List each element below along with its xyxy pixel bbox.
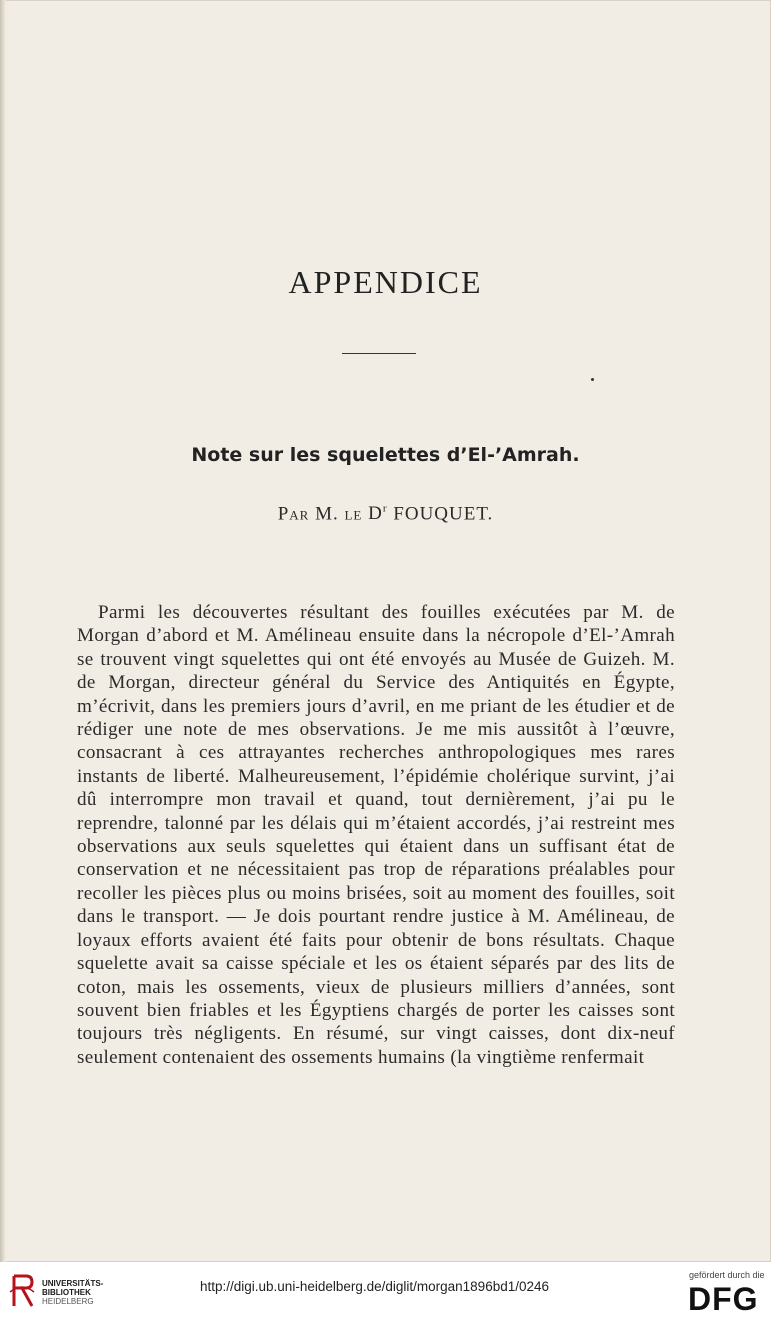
- library-name[interactable]: [42, 1279, 103, 1306]
- article-subtitle: Note sur les squelettes d’El-’Amrah.: [191, 444, 580, 466]
- byline-par: Par: [277, 503, 310, 525]
- source-url-link[interactable]: http://digi.ub.uni-heidelberg.de/diglit/morgan1896bd1/0246: [200, 1279, 550, 1294]
- stray-mark: [591, 378, 594, 381]
- funded-by-label: gefördert durch die: [689, 1270, 765, 1280]
- dfg-logo-text: DFG: [688, 1281, 759, 1314]
- dfg-logo-icon[interactable]: [688, 1280, 764, 1314]
- library-line-3: HEIDELBERG: [42, 1297, 94, 1306]
- author-byline: [0, 503, 771, 525]
- library-logo-icon[interactable]: [8, 1272, 36, 1310]
- title-rule: [342, 353, 416, 354]
- page-edge: [0, 0, 6, 1262]
- byline-dr: $D^r$: [368, 503, 388, 525]
- body-paragraph: Parmi les découvertes résultant des fouilles exécutées par M. de Morgan d’abord et M. Amélineau ensuite dans la nécropole d’El-’Amrah se trouvent vingt squelettes qui ont été envoyés au Musée de Guizeh. M. de Morgan, directeur général du Service des Antiquités en Égypte, m’écrivit, dans les premiers jours d’avril, en me priant de les étudier et de rédiger une note de mes observations. Je me mis aussitôt à l’œuvre, consacrant à ces attrayantes recherches anthropologiques mes rares instants de liberté. Malheureusement, l’épidémie cholérique survint, j’ai dû interrompre mon travail et quand, tout dernièrement, j’ai pu le reprendre, talonné par les délais qui m’étaient accordés, j’ai restreint mes observations aux seuls squelettes qui étaient dans un suffisant état de conservation et ne nécessitaient pas trop de réparations préalables pour recoller les pièces plus ou moins brisées, soit au moment des fouilles, soit dans le transport. — Je dois pourtant rendre justice à M. Amélineau, de loyaux efforts avaient été faits pour obtenir de bons résultats. Chaque squelette avait sa caisse spéciale et les os étaient séparés par des lits de coton, mais les ossements, vieux de plusieurs milliers d’années, sont souvent bien friables et les Égyptiens chargés de porter les caisses sont toujours très négligents. En résumé, sur vingt caisses, dont dix-neuf seulement contenaient des ossements humains (la vingtième renfermait: [77, 602, 675, 1068]
- byline-name: FOUQUET.: [393, 503, 494, 525]
- page-title: APPENDICE: [288, 264, 483, 300]
- library-line-1: UNIVERSITÄTS-: [42, 1279, 104, 1288]
- library-line-2: BIBLIOTHEK: [42, 1288, 91, 1297]
- byline-m-le: M. le: [315, 503, 363, 525]
